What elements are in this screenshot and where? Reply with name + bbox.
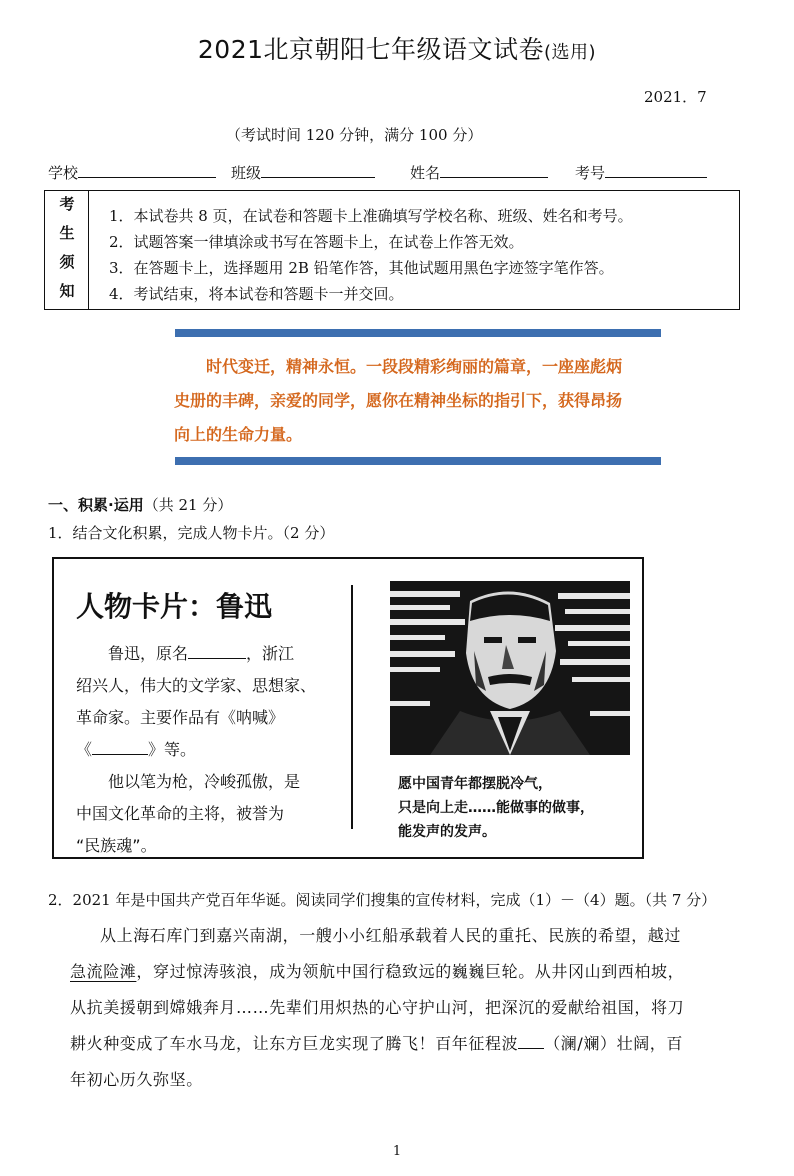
section-heading: [48, 494, 232, 515]
notice-item: 3．在答题卡上，选择题用 2B 铅笔作答，其他试题用黑色字迹签字笔作答。: [109, 259, 614, 277]
school-blank[interactable]: [78, 162, 216, 178]
section-title: 一、积累·运用: [48, 496, 144, 514]
card-text-line: “民族魂”。: [76, 836, 157, 855]
page-title: [0, 30, 794, 66]
portrait-caption-line: 只是向上走……能做事的做事，: [398, 800, 594, 816]
lu-xun-portrait: [390, 581, 630, 755]
portrait-caption-line: 愿中国青年都摆脱冷气，: [398, 776, 552, 792]
exam-no-field[interactable]: [575, 162, 707, 183]
quote-line: 史册的丰碑，亲爱的同学，愿你在精神坐标的指引下，获得昂扬: [174, 391, 623, 410]
section-points: （共 21 分）: [143, 496, 233, 514]
notice-head-char: 知: [59, 282, 75, 300]
portrait-caption-line: 能发声的发声。: [398, 824, 496, 840]
notice-head-char: 须: [59, 253, 75, 271]
card-text-line: 他以笔为枪，冷峻孤傲，是: [108, 772, 301, 791]
card-text-line: 中国文化革命的主将，被誉为: [76, 804, 285, 823]
school-label: 学校: [48, 164, 79, 182]
passage-line: 耕火种变成了车水马龙，让东方巨龙实现了腾飞！百年征程波 （澜/斓）壮阔，百: [70, 1034, 683, 1053]
class-label: 班级: [231, 164, 262, 182]
card-text-line: 鲁迅，原名 ，浙江: [108, 644, 295, 663]
notice-item: 2．试题答案一律填涂或书写在答题卡上，在试卷上作答无效。: [109, 233, 524, 251]
notice-item: 4．考试结束，将本试卷和答题卡一并交回。: [109, 285, 404, 303]
char-choice-blank[interactable]: [518, 1034, 544, 1049]
student-info-row: [48, 162, 748, 184]
portrait-woodcut: [390, 581, 630, 755]
title-suffix: (选用): [544, 42, 597, 63]
card-title: 人物卡片：鲁迅: [76, 590, 273, 623]
page-number: 1: [392, 1144, 402, 1159]
exam-notice-box: [44, 190, 740, 310]
underlined-phrase: 急流险滩: [70, 962, 137, 981]
notice-heading: [45, 191, 89, 309]
exam-no-label: 考号: [575, 164, 606, 182]
name-label: 姓名: [410, 164, 441, 182]
exam-time-info: （考试时间 120 分钟，满分 100 分）: [226, 126, 483, 144]
passage-line: 急流险滩，穿过惊涛骇浪，成为领航中国行稳致远的巍巍巨轮。从井冈山到西柏坡，: [70, 962, 685, 981]
card-divider: [351, 585, 353, 829]
quote-top-bar: [175, 329, 661, 337]
quote-line: 时代变迁，精神永恒。一段段精彩绚丽的篇章，一座座彪炳: [174, 357, 623, 376]
work-title-blank[interactable]: [92, 740, 148, 755]
title-main: 2021北京朝阳七年级语文试卷: [197, 35, 545, 64]
class-blank[interactable]: [261, 162, 375, 178]
card-text-line: 《 》等。: [76, 740, 197, 759]
card-text-line: 绍兴人，伟大的文学家、思想家、: [76, 676, 317, 695]
notice-item: 1．本试卷共 8 页，在试卷和答题卡上准确填写学校名称、班级、姓名和考号。: [109, 207, 633, 225]
quote-bottom-bar: [175, 457, 661, 465]
notice-head-char: 考: [59, 195, 75, 213]
question-1: 1．结合文化积累，完成人物卡片。（2 分）: [48, 524, 335, 542]
passage-line: 年初心历久弥坚。: [70, 1070, 203, 1089]
original-name-blank[interactable]: [188, 644, 246, 659]
passage-line: 从上海石库门到嘉兴南湖，一艘小小红船承载着人民的重托、民族的希望，越过: [100, 926, 682, 945]
notice-head-char: 生: [59, 224, 75, 242]
name-field[interactable]: [410, 162, 548, 183]
card-text-line: 革命家。主要作品有《呐喊》: [76, 708, 285, 727]
exam-date: 2021．7: [644, 88, 707, 106]
class-field[interactable]: [231, 162, 375, 183]
question-2: 2．2021 年是中国共产党百年华诞。阅读同学们搜集的宣传材料，完成（1）－（4）题。（共 7 分）: [48, 891, 717, 909]
quote-line: 向上的生命力量。: [174, 425, 303, 444]
passage-line: 从抗美援朝到嫦娥奔月……先辈们用炽热的心守护山河，把深沉的爱献给祖国，将刀: [70, 998, 685, 1017]
school-field[interactable]: [48, 162, 216, 183]
character-card: [52, 557, 644, 859]
exam-no-blank[interactable]: [605, 162, 707, 178]
name-blank[interactable]: [440, 162, 548, 178]
